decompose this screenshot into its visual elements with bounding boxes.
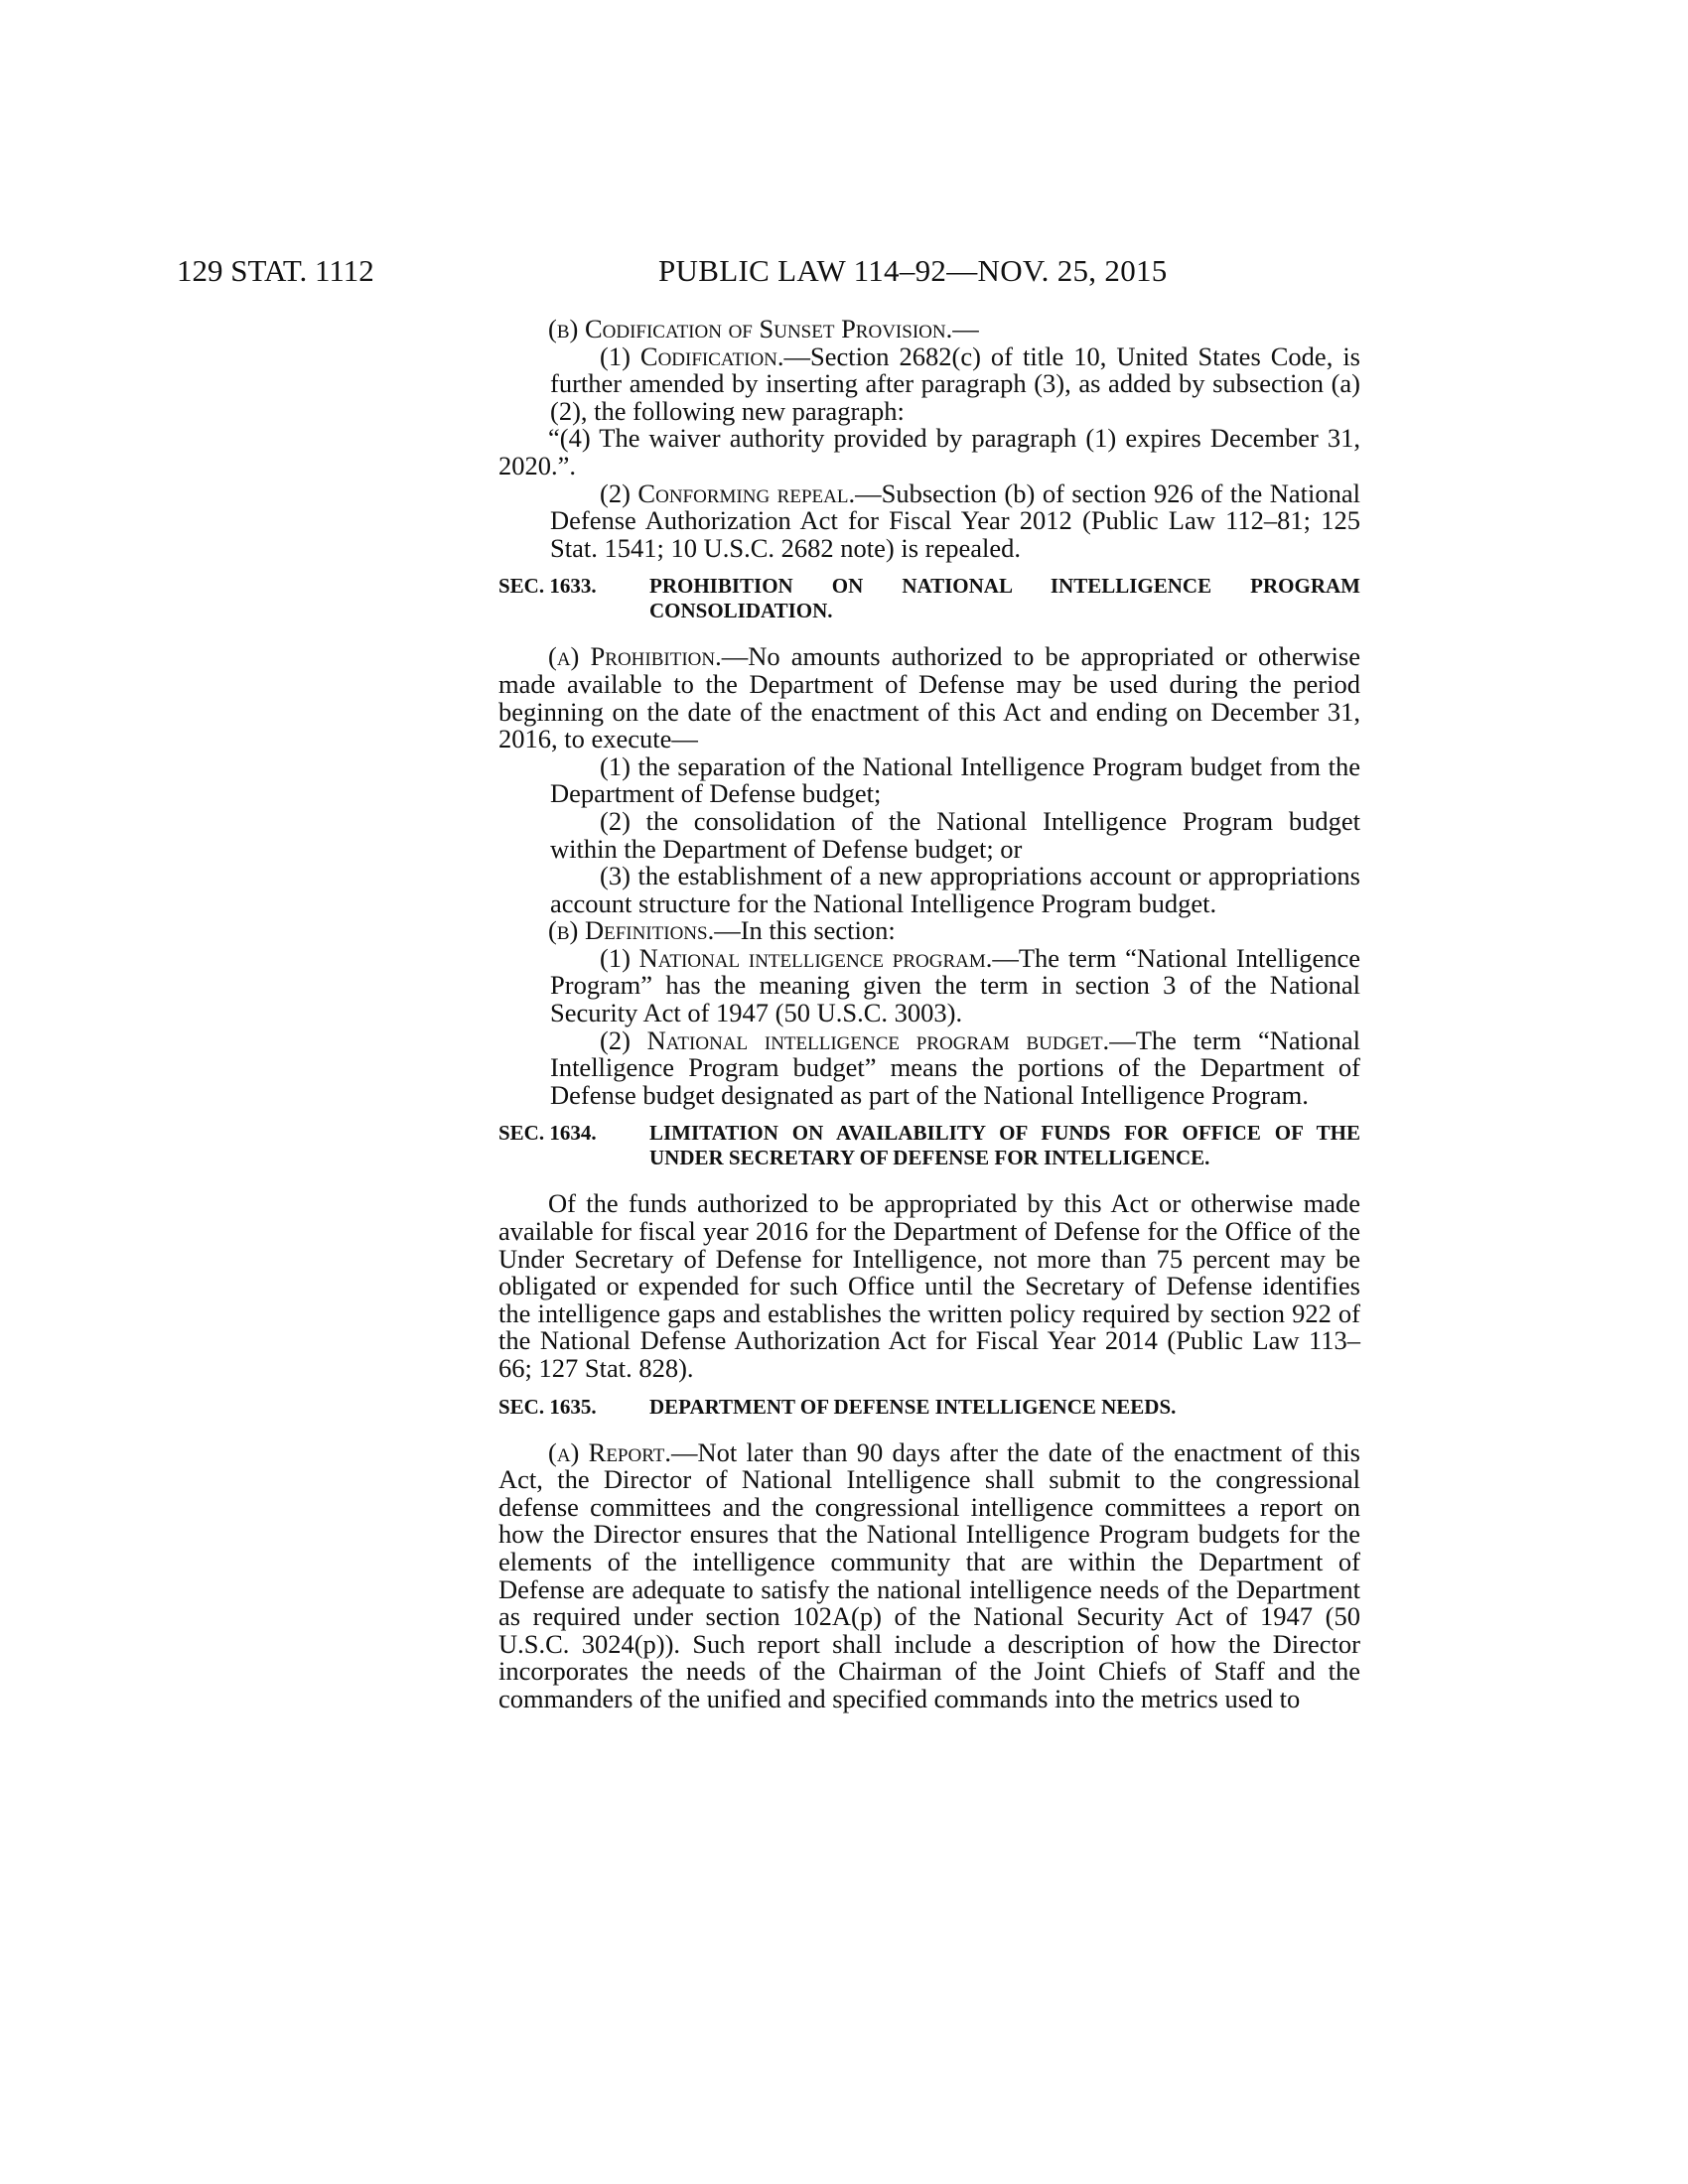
definition-nip: (1) National intelligence program.—The term “National Intelligence Program” has the meaning given the term in section 3 of the National Security Act of 1947 (50 U.S.C. 3003). (550, 942, 1360, 1028)
definition-nip-budget: (2) National intelligence program budget.—The term “National Intelligence Program budget” means the portions of the Department of Defense budget designated as part of the National Intelligence Program. (550, 1024, 1360, 1110)
section-1633-heading (498, 574, 1360, 623)
section-1634-text: Of the funds authorized to be appropriated by this Act or otherwise made available for fiscal year 2016 for the Department of Defense for the Office of the Under Secretary of Defense for Intelligence, not more than 75 percent may be obligated or expended for such Office until the Secretary of Defense identifies the intelligence gaps and establishes the written policy required by section 922 of the National Defense Authorization Act for Fiscal Year 2014 (Public Law 113–66; 127 Stat. 828). (498, 1188, 1360, 1383)
subsection-a-report: (a) Report.—Not later than 90 days after the date of the enactment of this Act, the Director of National Intelligence shall submit to the congressional defense committees and the congressional intelligence committees a report on how the Director ensures that the National Intelligence Program budgets for the elements of the intelligence community that are within the Department of Defense are adequate to satisfy the national intelligence needs of the Department as required under section 102A(p) of the National Security Act of 1947 (50 U.S.C. 3024(p)). Such report shall include a description of how the Director incorporates the needs of the Chairman of the Joint Chiefs of Staff and the commanders of the unified and specified commands into the metrics used to (498, 1436, 1360, 1713)
public-law-citation: PUBLIC LAW 114–92—NOV. 25, 2015 (658, 253, 1168, 288)
subsection-a-prohibition: (a) Prohibition.—No amounts authorized to be appropriated or otherwise made available to the Department of Defense may be used during the period beginning on the date of the enactment of this Act and ending on December 31, 2016, to execute— (498, 641, 1360, 754)
section-1634-heading (498, 1121, 1360, 1170)
section-number: SEC. 1635. (498, 1394, 597, 1419)
section-title: LIMITATION ON AVAILABILITY OF FUNDS FOR OFFICE OF THE UNDER SECRETARY OF DEFENSE FOR INTELLIGENCE. (649, 1121, 1360, 1170)
statute-page-number: 129 STAT. 1112 (177, 253, 374, 288)
page-header (0, 253, 1688, 293)
paragraph-codification: (1) Codification.—Section 2682(c) of title 10, United States Code, is further amended by inserting after paragraph (3), as added by subsection (a)(2), the following new paragraph: (550, 341, 1360, 426)
section-title: PROHIBITION ON NATIONAL INTELLIGENCE PROGRAM CONSOLIDATION. (649, 574, 1360, 623)
quoted-paragraph-4: “(4) The waiver authority provided by paragraph (1) expires December 31, 2020.”. (498, 423, 1360, 480)
list-item: (3) the establishment of a new appropriations account or appropriations account structure for the National Intelligence Program budget. (550, 861, 1360, 918)
section-number: SEC. 1633. (498, 574, 597, 599)
section-number: SEC. 1634. (498, 1121, 597, 1146)
subsection-b-definitions: (b) Definitions.—In this section: (548, 915, 896, 946)
document-body (498, 316, 1360, 1713)
section-title: DEPARTMENT OF DEFENSE INTELLIGENCE NEEDS. (649, 1394, 1177, 1419)
subsection-b-heading: (b) Codification of Sunset Provision.— (548, 314, 979, 343)
section-1635-heading (498, 1395, 1360, 1420)
paragraph-conforming-repeal: (2) Conforming repeal.—Subsection (b) of section 926 of the National Defense Authorization Act for Fiscal Year 2012 (Public Law 112–81; 125 Stat. 1541; 10 U.S.C. 2682 note) is repealed. (550, 478, 1360, 563)
list-item: (2) the consolidation of the National Intelligence Program budget within the Department of Defense budget; or (550, 805, 1360, 864)
list-item: (1) the separation of the National Intelligence Program budget from the Department of Defense budget; (550, 751, 1360, 809)
